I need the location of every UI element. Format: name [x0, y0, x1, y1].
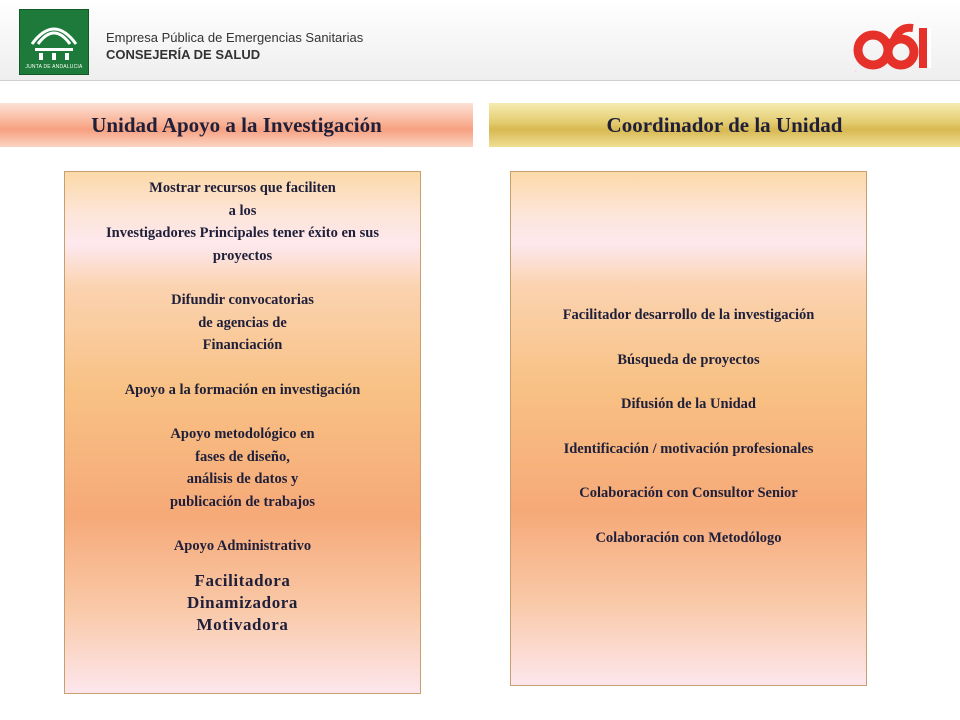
right-content-panel [510, 171, 867, 686]
text-line: proyectos [212, 247, 273, 264]
text-line: a los [228, 202, 257, 219]
text-line: fases de diseño, [195, 448, 290, 465]
text-line: Financiación [202, 337, 283, 353]
keyword: Motivadora [196, 614, 289, 634]
logo-061-icon [853, 22, 935, 74]
list-item: Facilitador desarrollo de la investigación [562, 307, 815, 323]
text-line: Difundir convocatorias [171, 292, 314, 308]
junta-caption: JUNTA DE ANDALUCIA [25, 64, 83, 70]
list-item: Búsqueda de proyectos [617, 351, 760, 368]
logo-061-text: 061 [855, 72, 857, 73]
left-section-title: Unidad Apoyo a la Investigación [0, 103, 473, 147]
keyword: Facilitadora [194, 570, 291, 590]
organization-name: Empresa Pública de Emergencias Sanitarias [106, 30, 364, 45]
organization-department: CONSEJERÍA DE SALUD [106, 47, 261, 62]
list-item: Identificación / motivación profesionales [563, 440, 814, 457]
list-item: Colaboración con Metodólogo [595, 529, 782, 546]
list-item: Colaboración con Consultor Senior [579, 485, 798, 501]
text-line: Apoyo a la formación en investigación [124, 381, 361, 398]
left-content-panel [64, 171, 421, 694]
junta-de-andalucia-logo [19, 9, 89, 75]
text-line: Mostrar recursos que faciliten [149, 180, 336, 196]
text-line: Apoyo Administrativo [173, 538, 312, 554]
text-line: Investigadores Principales tener éxito en sus [106, 225, 379, 241]
text-line: publicación de trabajos [169, 493, 315, 510]
text-line: Apoyo metodológico en [170, 426, 315, 442]
keyword: Dinamizadora [186, 592, 299, 612]
list-item: Difusión de la Unidad [621, 396, 756, 412]
text-line: de agencias de [198, 314, 287, 331]
header-bar [0, 0, 960, 81]
right-section-title: Coordinador de la Unidad [489, 103, 960, 147]
text-line: análisis de datos y [186, 471, 299, 487]
